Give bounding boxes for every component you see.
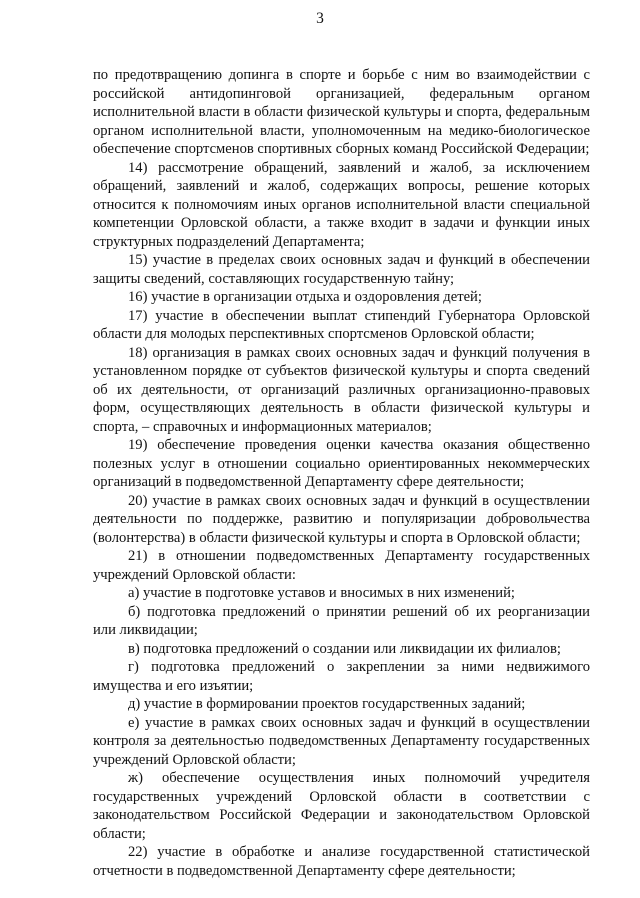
paragraph-item-22: 22) участие в обработке и анализе государственной статистической отчетности в подведомственной Департаменту сфере деятельности; bbox=[93, 844, 590, 879]
paragraph-item-21: 21) в отношении подведомственных Департаменту государственных учреждений Орловской области: bbox=[93, 548, 590, 583]
paragraph-subitem-b: б) подготовка предложений о принятии решений об их реорганизации или ликвидации; bbox=[93, 603, 590, 638]
paragraph-subitem-zh: ж) обеспечение осуществления иных полномочий учредителя государственных учреждений Орловской области в соответствии с законодательством Российской Федерации и законодательством Орловской области; bbox=[93, 770, 590, 842]
paragraph-subitem-v: в) подготовка предложений о создании или ликвидации их филиалов; bbox=[128, 640, 561, 657]
page-number: 3 bbox=[316, 10, 324, 27]
paragraph-item-20: 20) участие в рамках своих основных задач и функций в осуществлении деятельности по поддержке, развитию и популяризации добровольчества (волонтерства) в области физической культуры и спорта в Орловской области; bbox=[93, 492, 590, 546]
document-body bbox=[93, 66, 590, 880]
paragraph-item-19: 19) обеспечение проведения оценки качества оказания общественно полезных услуг в отношении социально ориентированных некоммерческих организаций в подведомственной Департаменту сфере деятельности; bbox=[93, 437, 590, 490]
paragraph-item-18: 18) организация в рамках своих основных задач и функций получения в установленном порядке от субъектов физической культуры и спорта сведений об их деятельности, от организаций различных организационно-правовых форм, осуществляющих деятельность в области физической культуры и спорта, – справочных и информационных материалов; bbox=[93, 344, 590, 435]
paragraph-subitem-d: д) участие в формировании проектов государственных заданий; bbox=[128, 696, 526, 712]
paragraph-item-17: 17) участие в обеспечении выплат стипендий Губернатора Орловской области для молодых перспективных спортсменов Орловской области; bbox=[93, 307, 590, 342]
paragraph-subitem-a: а) участие в подготовке уставов и вносимых в них изменений; bbox=[128, 585, 515, 601]
paragraph-subitem-e: е) участие в рамках своих основных задач и функций в осуществлении контроля за деятельностью подведомственных Департаменту государственных учреждений Орловской области; bbox=[93, 714, 590, 768]
paragraph-subitem-g: г) подготовка предложений о закреплении за ними недвижимого имущества и его изъятии; bbox=[93, 659, 590, 694]
paragraph-continuation: по предотвращению допинга в спорте и борьбе с ним во взаимодействии с российской антидопинговой организацией, федеральным органом исполнительной власти в области физической культуры и спорта, федеральным органом исполнительной власти, уполномоченным на медико-биологическое обеспечение спортсменов спортивных сборных команд Российской Федерации; bbox=[93, 67, 590, 157]
paragraph-item-14: 14) рассмотрение обращений, заявлений и жалоб, за исключением обращений, заявлений и жалоб, содержащих вопросы, решение которых относится к полномочиям иных органов исполнительной власти специальной компетенции Орловской области, а также входит в задачи и функции иных структурных подразделений Департамента; bbox=[93, 159, 590, 250]
paragraph-item-15: 15) участие в пределах своих основных задач и функций в обеспечении защиты сведений, составляющих государственную тайну; bbox=[93, 252, 590, 287]
paragraph-item-16: 16) участие в организации отдыха и оздоровления детей; bbox=[128, 289, 482, 305]
